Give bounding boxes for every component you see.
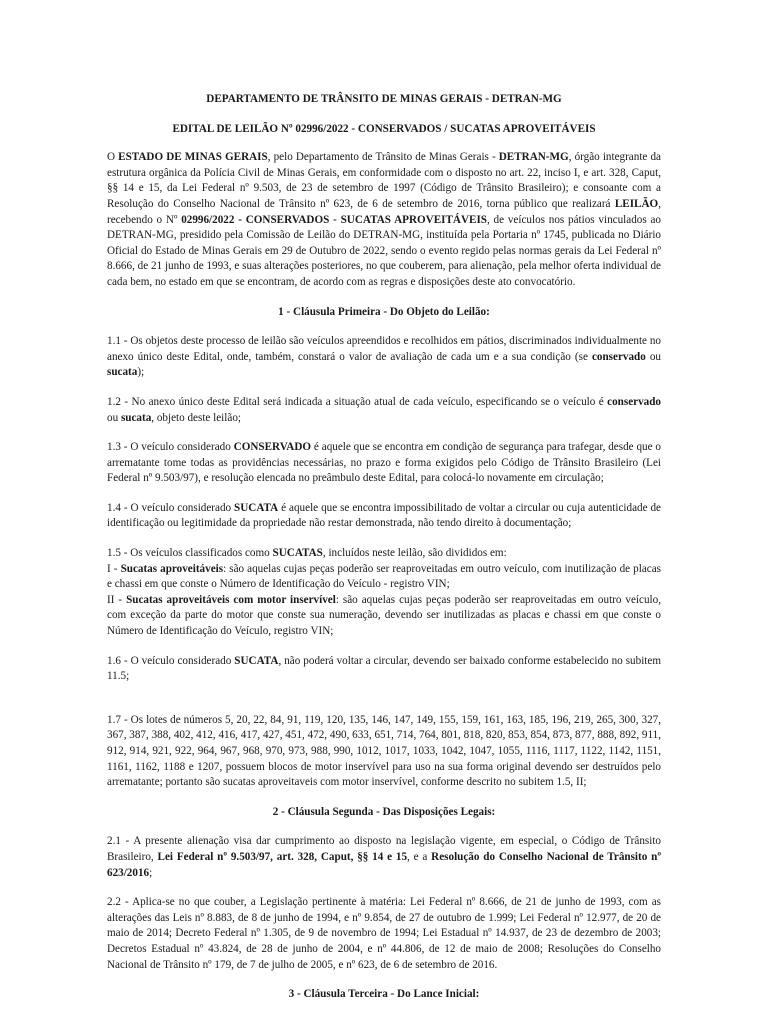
clause-bold: sucata [107, 366, 138, 379]
section2-title: 2 - Cláusula Segunda - Das Disposições Legais: [272, 805, 496, 818]
intro-bold-edital-number: 02996/2022 - CONSERVADOS - SUCATAS APROVEITÁVEIS [181, 213, 487, 226]
intro-text: O [107, 151, 119, 164]
clause-bold: Lei Federal nº 9.503/97, art. 328, Caput, §§ 14 e 15 [157, 850, 408, 863]
clause-bold: sucata [120, 411, 152, 424]
clause-text: 1.4 - O veículo considerado [107, 501, 235, 514]
clause-2-2: 2.2 - Aplica-se no que couber, a Legislação pertinente à matéria: Lei Federal nº 8.666, de 21 de junho de 1993, com as alterações das Leis nº 8.883, de 8 de junho de 1994, e nº 9.854, de 27 de outubro de 1.999; Lei Federal nº 12.977, de 20 de maio de 2014; Decreto Federal nº 1.305, de 9 de novembro de 1994; Lei Estadual nº 14.937, de 23 de dezembro de 2003; Decretos Estadual nº 43.824, de 28 de junho de 2004, e nº 44.806, de 12 de maio de 2008; Resoluções do Conselho Nacional de Trânsito nº 179, de 7 de julho de 2005, e nº 623, de 6 de setembro de 2016. [107, 896, 661, 971]
clause-1-5 [107, 546, 661, 640]
intro-text: , de veículos nos pátios vinculados ao DETRAN-MG, presidido pela Comissão de Leilão do DETRAN-MG, instituída pela Portaria nº 1745, publicada no Diário Oficial do Estado de Minas Gerais em 29 de Outubro de 2022, sendo o evento regido pelas normas gerais da Lei Federal nº 8.666, de 21 junho de 1993, e suas alterações posteriores, no que couberem, para alienação, pela melhor oferta individual de cada bem, no estado em que se encontram, de acordo com as regras e disposições deste ato convocatório. [107, 213, 661, 288]
section1-title: 1 - Cláusula Primeira - Do Objeto do Leilão: [278, 305, 490, 318]
intro-bold-leilao: LEILÃO [614, 197, 659, 210]
clause-item-bold: Sucatas aproveitáveis com motor inservível [126, 593, 336, 606]
intro-text: , recebendo o Nº [107, 197, 661, 226]
clause-text: 1.5 - Os veículos classificados como [107, 547, 273, 560]
clause-text: 2.1 - A presente alienação visa dar cumprimento ao disposto na legislação vigente, em especial, o Código de Trânsito Brasileiro, [107, 835, 661, 863]
clause-text: 1.1 - Os objetos deste processo de leilão são veículos apreendidos e recolhidos em pátios, discriminados individualmente no anexo único deste Edital, onde, também, constará o valor de avaliação de cada um e a sua condição (se [107, 335, 661, 363]
clause-bold: Resolução do Conselho Nacional de Trânsito nº 623/2016 [107, 850, 661, 879]
clause-bold: SUCATA [234, 501, 279, 514]
clause-item-prefix: I - [107, 562, 121, 575]
intro-text: , órgão integrante da estrutura orgânica da Polícia Civil de Minas Gerais, em conformidade com o disposto no art. 22, inciso I, e art. 328, Caput, §§ 14 e 15, da Lei Federal nº 9.503, de 23 de setembro de 1997 (Código de Trânsito Brasileiro); e consoante com a Resolução do Conselho Nacional de Trânsito nº 623, de 6 de setembro de 2016, torna público que realizará [107, 151, 661, 210]
clause-1-3 [107, 440, 661, 487]
clause-1-2 [107, 395, 661, 426]
clause-bold: SUCATA [234, 654, 279, 667]
clause-text: ou [645, 350, 661, 363]
clause-text: 1.6 - O veículo considerado [107, 654, 235, 667]
clause-text: ; [149, 866, 153, 879]
clause-1-7: 1.7 - Os lotes de números 5, 20, 22, 84, 91, 119, 120, 135, 146, 147, 149, 155, 159, 161, 163, 185, 196, 219, 265, 300, 327, 367, 387, 388, 402, 412, 416, 417, 427, 451, 472, 490, 633, 651, 714, 764, 801, 818, 820, 853, 854, 873, 877, 888, 892, 911, 912, 914, 921, 922, 964, 967, 968, 970, 973, 988, 990, 1012, 1017, 1033, 1042, 1047, 1055, 1116, 1117, 1122, 1142, 1151, 1161, 1162, 1188 e 1207, possuem blocos de motor inservível para uso na sua forma original devendo ser destruídos pelo arrematante; portanto são sucatas aproveitaveis com motor inservível, conforme descrito no subitem 1.5, II; [107, 713, 661, 789]
clause-bold: conservado [591, 350, 646, 363]
clause-text: 1.2 - No anexo único deste Edital será indicada a situação atual de cada veículo, especificando se o veículo é [107, 395, 608, 408]
clause-bold: CONSERVADO [233, 441, 312, 454]
edital-title: EDITAL DE LEILÃO Nº 02996/2022 - CONSERVADOS / SUCATAS APROVEITÁVEIS [172, 122, 596, 135]
clause-1-6 [107, 654, 661, 685]
intro-text: , pelo Departamento de Trânsito de Minas Gerais - [267, 151, 499, 164]
clause-text: ); [137, 366, 145, 379]
section3-title: 3 - Cláusula Terceira - Do Lance Inicial: [288, 988, 480, 1001]
clause-text: , e a [407, 850, 432, 863]
clause-text: , incluídos neste leilão, são divididos em: [322, 547, 507, 560]
clause-text: , objeto deste leilão; [151, 411, 241, 424]
clause-text: , não poderá voltar a circular, devendo ser baixado conforme estabelecido no subitem 11.5; [107, 654, 661, 683]
clause-text: é aquele que se encontra impossibilitado de voltar a circular ou cuja autenticidade de identificação ou legitimidade da propriedade não restar demonstrada, não tendo direito à documentação; [107, 501, 661, 530]
department-heading: DEPARTAMENTO DE TRÂNSITO DE MINAS GERAIS - DETRAN-MG [206, 93, 562, 105]
clause-item-text: : são aquelas cujas peças poderão ser reaproveitadas em outro veículo, com exceção da parte do motor que conste sua numeração, devendo ser inutilizadas as placas e chassi em que conste o Número de Identificação do Veículo, registro VIN; [107, 593, 661, 638]
document-content [107, 92, 661, 1003]
clause-item-prefix: II - [107, 593, 127, 606]
clause-2-1 [107, 834, 661, 881]
intro-bold-state: ESTADO DE MINAS GERAIS [118, 151, 268, 164]
clause-item-text: : são aquelas cujas peças poderão ser reaproveitadas em outro veículo, com inutilização de placas e chassi em que conste o Número de Identificação do Veículo - registro VIN; [107, 562, 661, 591]
clause-bold: conservado [607, 395, 661, 408]
clause-item-bold: Sucatas aproveitáveis [120, 562, 224, 575]
clause-text: 1.3 - O veículo considerado [107, 441, 234, 454]
intro-paragraph [107, 150, 661, 290]
clause-text: ou [107, 411, 121, 424]
clause-1-4 [107, 501, 661, 532]
clause-text: é aquele que se encontra em condição de segurança para trafegar, desde que o arrematante tome todas as providências necessárias, no prazo e forma exigidos pelo Código de Trânsito Brasileiro (Lei Federal nº 9.503/97), e resolução elencada no preâmbulo deste Edital, para colocá-lo novamente em circulação; [107, 441, 661, 485]
clause-1-1 [107, 334, 661, 381]
intro-bold-detran: DETRAN-MG [498, 151, 569, 164]
clause-bold: SUCATAS [272, 547, 323, 560]
